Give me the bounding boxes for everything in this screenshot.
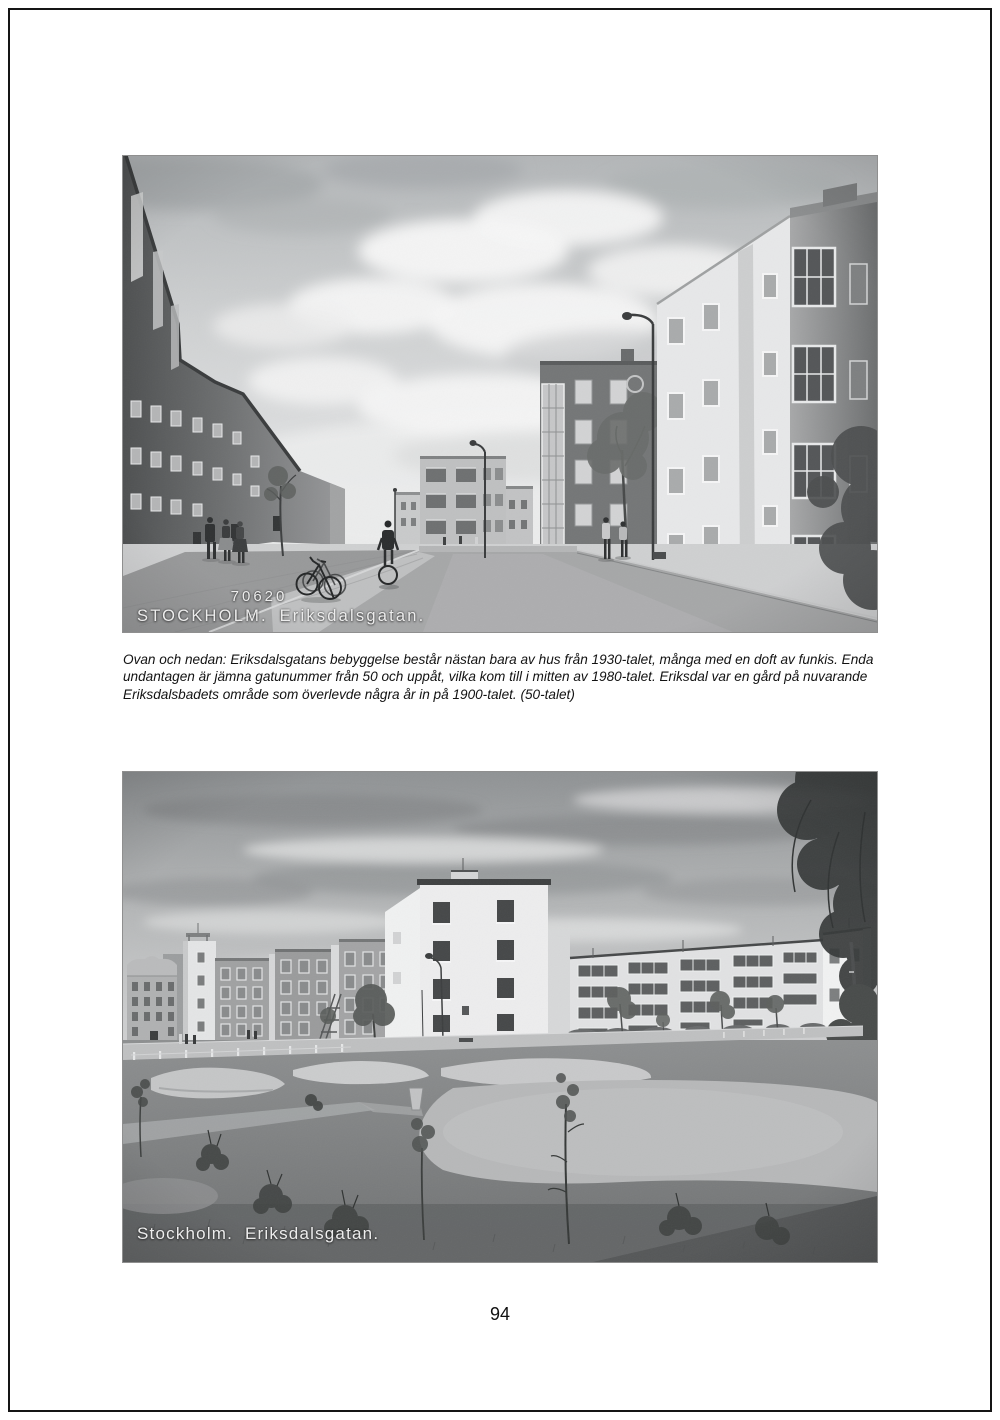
photo-bottom [122,771,878,1263]
page-number: 94 [489,1304,511,1324]
photo-top-serial: 70620 [230,588,288,605]
caption-line: Ovan och nedan: Eriksdalsgatans bebyggelse består nästan bara av hus från 1930-talet, många med en doft av funkis. Enda [123,652,874,667]
vignette [123,772,877,1262]
photo-top-image [123,156,877,632]
vignette [123,156,877,632]
caption-line: undantagen är jämna gatunummer från 50 och uppåt, vilka kom till i mitten av 1980-talet. Eriksdal var en gård på nuvarande [123,669,868,685]
caption-line: Eriksdalsbadets område som överlevde några år in på 1900-talet. (50-talet) [123,686,575,702]
photo-top-caption: STOCKHOLM. Eriksdalsgatan. [137,607,426,625]
photo-bottom-image [123,772,877,1262]
photo-bottom-caption: Stockholm. Eriksdalsgatan. [137,1224,380,1243]
photo-top [122,155,878,633]
caption-block [123,651,893,703]
